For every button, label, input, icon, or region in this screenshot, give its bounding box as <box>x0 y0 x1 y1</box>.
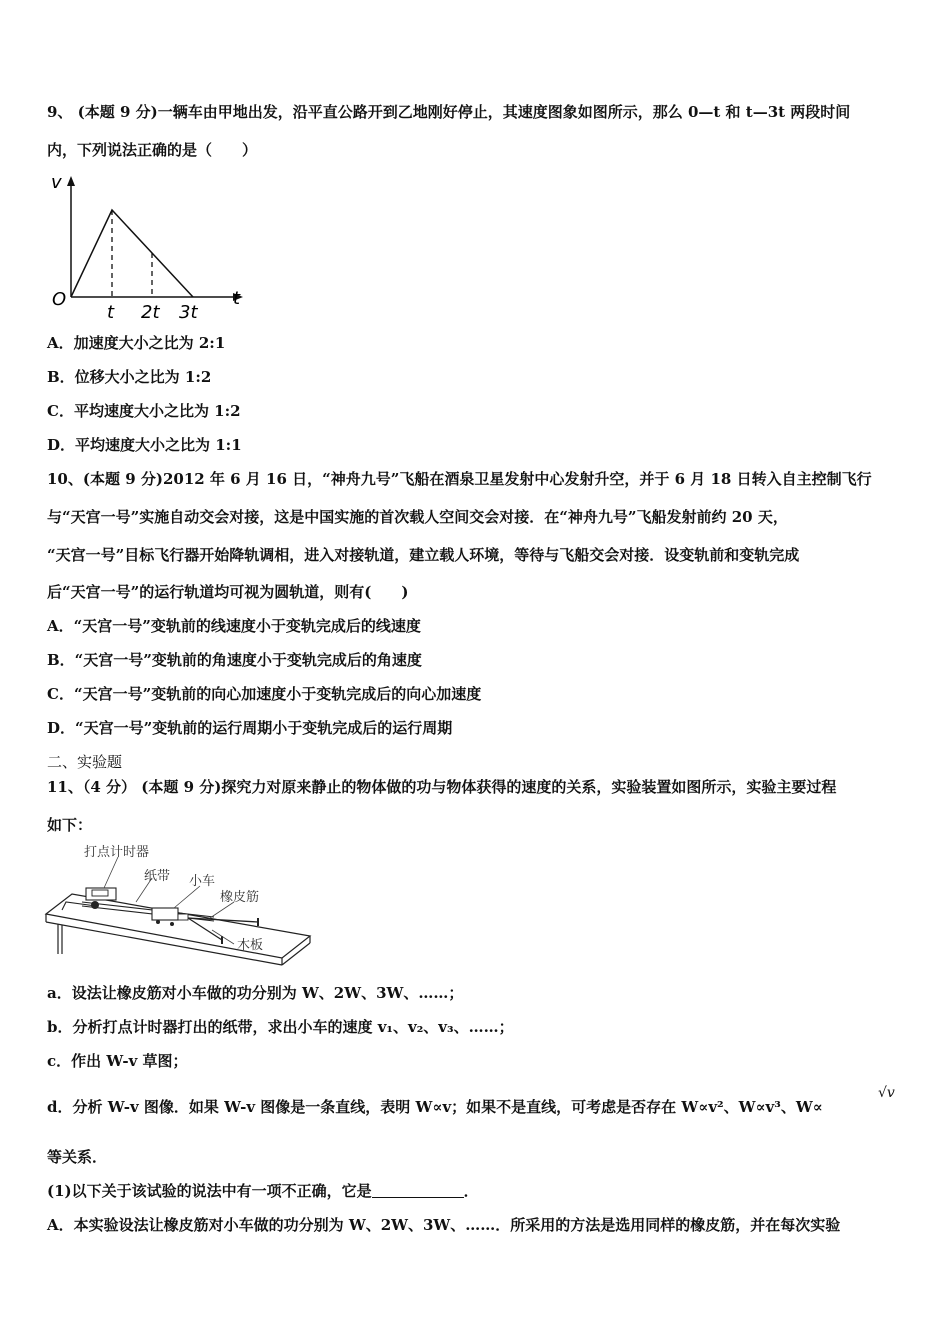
section-title: 二、实验题 <box>47 753 123 771</box>
answer-blank[interactable] <box>372 1183 464 1198</box>
q9-option-d: D．平均速度大小之比为 1:1 <box>47 436 242 454</box>
graph-origin-label: O <box>52 289 67 310</box>
q11-sub1-end: ． <box>463 1182 479 1200</box>
q9-option-b: B．位移大小之比为 1:2 <box>47 368 212 386</box>
q10-stem-line4: 后“天宫一号”的运行轨道均可视为圆轨道，则有( ) <box>47 583 409 601</box>
q11-step-c: c．作出 W-v 草图； <box>47 1052 188 1070</box>
graph-tick-2t: 2t <box>141 302 160 323</box>
q10-option-a: A．“天宫一号”变轨前的线速度小于变轨完成后的线速度 <box>47 617 421 635</box>
q11-step-b: b．分析打点计时器打出的纸带，求出小车的速度 v₁、v₂、v₃、……； <box>47 1018 514 1036</box>
q11-stem-line1: 11、（4 分） (本题 9 分)探究力对原来静止的物体做的功与物体获得的速度的关系，实验装置如图所示，实验主要过程 <box>47 778 837 796</box>
q11-sub1-text: (1)以下关于该试验的说法中有一项不正确，它是 <box>47 1182 372 1200</box>
label-timer: 打点计时器 <box>84 845 150 860</box>
q10-stem-line1: 10、(本题 9 分)2012 年 6 月 16 日，“神舟九号”飞船在酒泉卫星发射中心发射升空，并于 6 月 18 日转入自主控制飞行 <box>47 470 872 488</box>
q9-option-c: C．平均速度大小之比为 1:2 <box>47 402 241 420</box>
experiment-apparatus-figure <box>44 840 316 970</box>
label-cart: 小车 <box>189 874 216 889</box>
label-board: 木板 <box>237 938 264 953</box>
label-tape: 纸带 <box>144 869 171 884</box>
graph-tick-3t: 3t <box>179 302 198 323</box>
q11-sub1 <box>47 1181 479 1201</box>
q10-option-b: B．“天宫一号”变轨前的角速度小于变轨完成后的角速度 <box>47 651 422 669</box>
q11-sub1-option-a: A．本实验设法让橡皮筋对小车做的功分别为 W、2W、3W、……．所采用的方法是选用同样的橡皮筋，并在每次实验 <box>47 1216 841 1234</box>
graph-x-label: t <box>233 288 241 309</box>
q11-step-d: d．分析 W-v 图像．如果 W-v 图像是一条直线，表明 W∝v；如果不是直线，可考虑是否存在 W∝v²、W∝v³、W∝ <box>47 1098 823 1116</box>
q11-step-a: a．设法让橡皮筋对小车做的功分别为 W、2W、3W、……； <box>47 984 464 1002</box>
q9-option-a: A．加速度大小之比为 2:1 <box>47 334 226 352</box>
q10-option-c: C．“天宫一号”变轨前的向心加速度小于变轨完成后的向心加速度 <box>47 685 482 703</box>
label-band: 橡皮筋 <box>220 890 260 905</box>
q9-stem-line1: 9、 (本题 9 分)一辆车由甲地出发，沿平直公路开到乙地刚好停止，其速度图象如图所示，那么 0—t 和 t—3t 两段时间 <box>47 103 851 121</box>
q11-stem-line2: 如下： <box>47 816 93 834</box>
q11-step-d-end: 等关系． <box>47 1148 108 1166</box>
q9-stem-line2: 内，下列说法正确的是（ ） <box>47 141 258 159</box>
sqrt-v-expression: √v <box>878 1085 895 1101</box>
velocity-time-graph <box>45 172 255 324</box>
q10-option-d: D．“天宫一号”变轨前的运行周期小于变轨完成后的运行周期 <box>47 719 453 737</box>
graph-tick-t: t <box>107 302 115 323</box>
graph-y-label: v <box>51 172 62 193</box>
q10-stem-line2: 与“天宫一号”实施自动交会对接，这是中国实施的首次载人空间交会对接．在“神舟九号”飞船发射前约 20 天， <box>47 508 788 526</box>
q10-stem-line3: “天宫一号”目标飞行器开始降轨调相，进入对接轨道，建立载人环境，等待与飞船交会对接．设变轨前和变轨完成 <box>47 546 800 564</box>
